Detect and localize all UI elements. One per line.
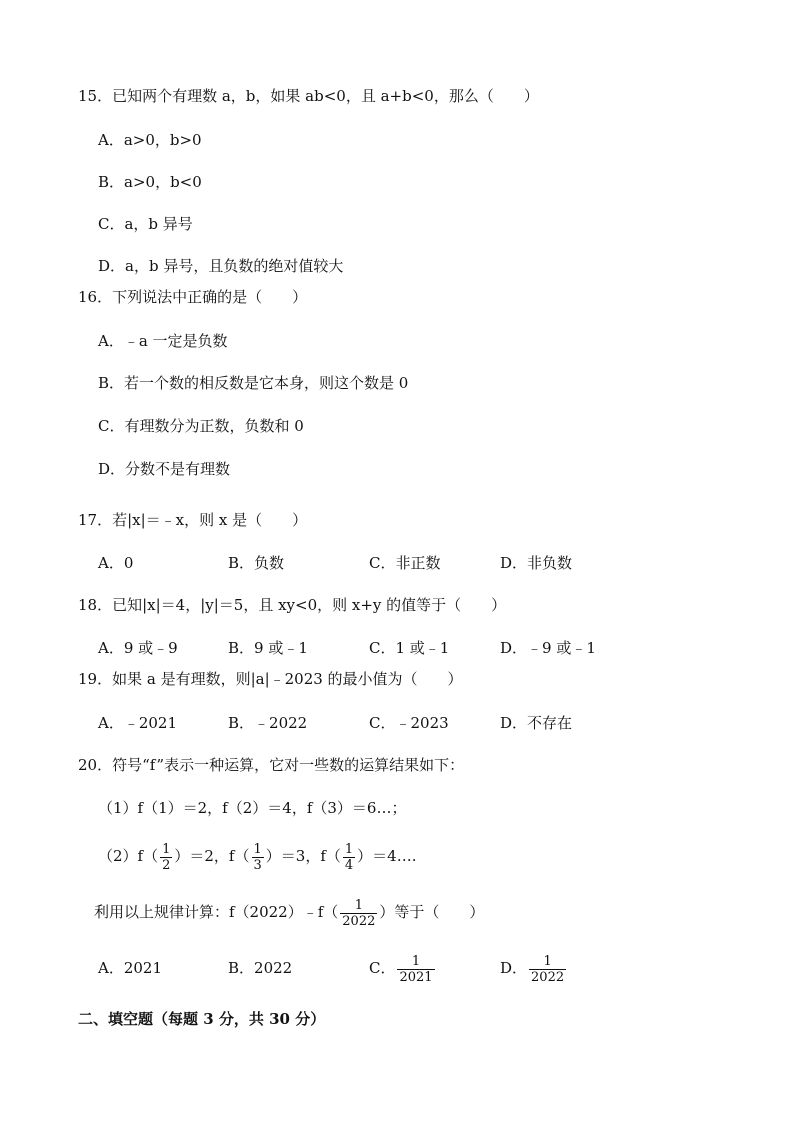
q20-option-d: [500, 950, 568, 986]
q19-option-a: A．﹣2021: [98, 714, 178, 732]
q20-rule-1: （1）f（1）＝2，f（2）＝4，f（3）＝6…；: [98, 799, 407, 817]
section-2-heading: 二、填空题（每题 3 分，共 30 分）: [78, 1010, 326, 1028]
q19-option-d: D．不存在: [500, 714, 573, 732]
q20-option-d-label: D．: [500, 959, 528, 977]
q18-stem: 18．已知|x|＝4，|y|＝5，且 xy<0，则 x+y 的值等于（ ）: [78, 596, 507, 614]
fraction-denominator: 3: [253, 857, 262, 873]
fraction-one-half: [160, 842, 172, 873]
fraction-denominator: 2022: [342, 913, 376, 929]
fraction-one-quarter: [343, 842, 355, 873]
fraction-numerator: 1: [340, 898, 377, 914]
q18-option-a: A．9 或﹣9: [98, 639, 178, 657]
q20-calc: [94, 894, 484, 930]
fraction-numerator: 1: [162, 841, 171, 857]
fraction-one-third: [252, 842, 264, 873]
fraction-denominator: 2021: [399, 969, 433, 985]
fraction-denominator: 2: [162, 857, 171, 873]
q15-option-c: C．a，b 异号: [98, 215, 193, 233]
fraction-numerator: 1: [397, 954, 434, 970]
q20-stem: 20．符号“f”表示一种运算，它对一些数的运算结果如下：: [78, 756, 465, 774]
q16-option-b: B．若一个数的相反数是它本身，则这个数是 0: [98, 374, 409, 392]
fraction-denominator: 4: [344, 857, 354, 873]
q20-calc-prefix: 利用以上规律计算：f（2022）﹣f（: [94, 903, 339, 921]
fraction-denominator: 2022: [531, 969, 565, 985]
q20-calc-suffix: ）等于（ ）: [379, 903, 485, 921]
fraction-numerator: 1: [344, 841, 354, 857]
q20-rule-2: [98, 838, 416, 874]
q17-stem: 17．若|x|＝﹣x，则 x 是（ ）: [78, 511, 308, 529]
q20-rule2-prefix: （2）f（: [98, 847, 159, 865]
q15-stem: 15．已知两个有理数 a，b，如果 ab<0，且 a+b<0，那么（ ）: [78, 87, 539, 105]
q15-option-a: A．a>0，b>0: [98, 131, 202, 149]
q20-rule2-part-a: ）＝2，f（: [174, 847, 250, 865]
q16-option-a: A．﹣a 一定是负数: [98, 332, 228, 350]
q20-option-c: [369, 950, 437, 986]
q20-option-b: B．2022: [228, 959, 293, 977]
q19-option-b: B．﹣2022: [228, 714, 308, 732]
q17-option-a: A．0: [98, 554, 134, 572]
q18-option-c: C．1 或﹣1: [369, 639, 450, 657]
fraction-numerator: 1: [529, 954, 566, 970]
q18-option-d: D．﹣9 或﹣1: [500, 639, 596, 657]
q17-option-d: D．非负数: [500, 554, 573, 572]
fraction-numerator: 1: [253, 841, 262, 857]
fraction-one-over-2022-option: [529, 954, 566, 985]
q19-stem: 19．如果 a 是有理数，则|a|﹣2023 的最小值为（ ）: [78, 670, 463, 688]
q20-option-a: A．2021: [98, 959, 163, 977]
q20-option-c-label: C．: [369, 959, 396, 977]
fraction-one-over-2022: [340, 898, 377, 929]
fraction-one-over-2021: [397, 954, 434, 985]
q18-option-b: B．9 或﹣1: [228, 639, 308, 657]
q15-option-d: D．a，b 异号，且负数的绝对值较大: [98, 257, 344, 275]
q19-option-c: C．﹣2023: [369, 714, 449, 732]
q17-option-b: B．负数: [228, 554, 285, 572]
q20-rule2-part-c: ）＝4….: [357, 847, 417, 865]
q16-option-d: D．分数不是有理数: [98, 460, 231, 478]
q15-option-b: B．a>0，b<0: [98, 173, 202, 191]
q17-option-c: C．非正数: [369, 554, 441, 572]
q16-option-c: C．有理数分为正数，负数和 0: [98, 417, 304, 435]
q20-rule2-part-b: ）＝3，f（: [265, 847, 341, 865]
q16-stem: 16．下列说法中正确的是（ ）: [78, 288, 308, 306]
